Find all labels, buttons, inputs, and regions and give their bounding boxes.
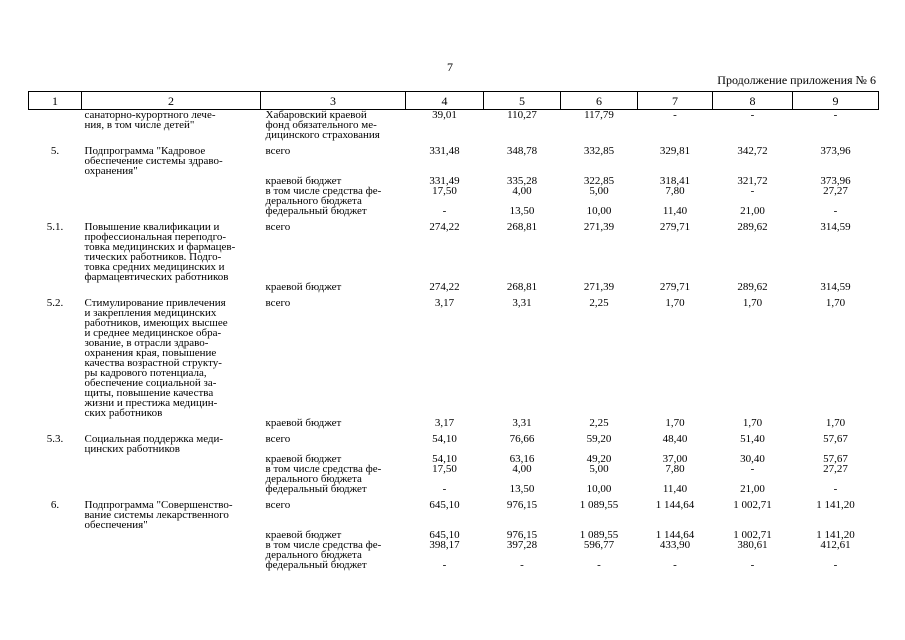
row-number bbox=[29, 464, 82, 484]
amount-cell: 27,27 bbox=[823, 463, 848, 475]
table-row bbox=[29, 418, 879, 428]
amount-cell: 7,80 bbox=[665, 185, 685, 197]
amount-cell: 1,70 bbox=[742, 297, 763, 309]
amount-cell: 1,70 bbox=[665, 417, 685, 429]
row-number: 5.1. bbox=[46, 221, 64, 233]
amount-cell: - bbox=[520, 559, 524, 571]
amount-cell: 27,27 bbox=[823, 185, 848, 197]
row-name: Повышение квалификации и профессиональная переподго- товка медицинских и фармацев- тических работников. Подго- товка средних медицинских и фармацевтических работников bbox=[84, 221, 236, 283]
amount-cell: 48,40 bbox=[662, 433, 688, 445]
amount-cell: 30,40 bbox=[740, 453, 765, 465]
amount-cell: 4,00 bbox=[512, 185, 532, 197]
amount-cell: 342,72 bbox=[737, 145, 768, 157]
amount-cell: - bbox=[442, 483, 447, 495]
amount-cell: - bbox=[673, 109, 677, 121]
amount-cell: 13,50 bbox=[509, 483, 535, 495]
row-number bbox=[29, 530, 82, 540]
amount-cell: 314,59 bbox=[820, 221, 851, 233]
amount-cell: - bbox=[833, 205, 838, 217]
header-cell: 6 bbox=[561, 92, 638, 110]
row-number bbox=[29, 176, 82, 186]
amount-cell: 2,25 bbox=[589, 297, 609, 309]
row-name: санаторно-курортного лече- ния, в том числе детей" bbox=[84, 109, 216, 131]
header-cell: 8 bbox=[713, 92, 793, 110]
amount-cell: 17,50 bbox=[432, 463, 457, 475]
row-name bbox=[82, 484, 261, 494]
amount-cell: 76,66 bbox=[509, 433, 535, 445]
row-name: Стимулирование привлечения и закрепления медицинских работников, имеющих высшее и среднее медицинское обра- зование, в отрасли здраво- охранения края, повышение качества возрастной структу- ры кадрового потенциала, обеспечение социальной за- щиты, повышение качества жизни и престижа медицин- ских работников bbox=[84, 297, 228, 419]
table-row bbox=[29, 140, 879, 176]
amount-cell: 3,17 bbox=[434, 417, 455, 429]
amount-cell: 976,15 bbox=[506, 529, 538, 541]
table-row bbox=[29, 110, 879, 141]
row-name bbox=[82, 418, 261, 428]
row-number: 5.2. bbox=[46, 297, 64, 309]
amount-cell: 49,20 bbox=[586, 453, 612, 465]
row-number: 6. bbox=[50, 499, 60, 511]
amount-cell: 596,77 bbox=[583, 539, 615, 551]
amount-cell: 322,85 bbox=[583, 175, 615, 187]
amount-cell: 398,17 bbox=[429, 539, 460, 551]
amount-cell: 373,96 bbox=[820, 145, 851, 157]
funding-source: федеральный бюджет bbox=[265, 205, 367, 217]
amount-cell: - bbox=[442, 205, 447, 217]
amount-cell: 331,49 bbox=[429, 175, 460, 187]
row-name bbox=[82, 282, 261, 292]
amount-cell: 110,27 bbox=[507, 109, 537, 121]
page-number: 7 bbox=[447, 60, 453, 74]
amount-cell: 397,28 bbox=[506, 539, 538, 551]
amount-cell: - bbox=[750, 559, 755, 571]
table-row bbox=[29, 484, 879, 494]
amount-cell: 271,39 bbox=[583, 281, 615, 293]
row-name bbox=[82, 530, 261, 540]
amount-cell: 1,70 bbox=[825, 297, 846, 309]
amount-cell: - bbox=[750, 185, 755, 197]
amount-cell: 268,81 bbox=[506, 221, 538, 233]
amount-cell: 63,16 bbox=[509, 453, 535, 465]
row-name bbox=[82, 560, 261, 570]
row-number bbox=[29, 540, 82, 560]
amount-cell: 5,00 bbox=[589, 185, 609, 197]
amount-cell: 1 144,64 bbox=[655, 529, 695, 541]
row-name bbox=[82, 186, 261, 206]
funding-source: краевой бюджет bbox=[265, 529, 342, 541]
header-cell: 4 bbox=[406, 92, 484, 110]
amount-cell: 373,96 bbox=[820, 175, 851, 187]
amount-cell: 335,28 bbox=[506, 175, 538, 187]
row-name: Социальная поддержка меди- цинских работников bbox=[84, 433, 224, 455]
amount-cell: 321,72 bbox=[737, 175, 768, 187]
amount-cell: - bbox=[833, 109, 838, 121]
table-row bbox=[29, 282, 879, 292]
amount-cell: 21,00 bbox=[740, 205, 765, 217]
funding-source: Хабаровский краевой фонд обязательного ме- дицинского страхования bbox=[265, 109, 380, 141]
header-row bbox=[29, 92, 879, 110]
amount-cell: 57,67 bbox=[823, 433, 848, 445]
row-number bbox=[29, 484, 82, 494]
amount-cell: - bbox=[673, 559, 677, 571]
table-row bbox=[29, 540, 879, 560]
row-number bbox=[29, 206, 82, 216]
amount-cell: 39,01 bbox=[432, 109, 457, 121]
amount-cell: 1,70 bbox=[665, 297, 685, 309]
funding-source: в том числе средства фе- дерального бюджета bbox=[265, 463, 382, 485]
funding-source: краевой бюджет bbox=[265, 453, 342, 465]
funding-source: всего bbox=[265, 433, 291, 445]
amount-cell: 289,62 bbox=[737, 221, 768, 233]
row-number: 5.3. bbox=[46, 433, 64, 445]
amount-cell: 57,67 bbox=[823, 453, 848, 465]
amount-cell: 21,00 bbox=[740, 483, 765, 495]
amount-cell: 13,50 bbox=[509, 205, 535, 217]
row-number bbox=[29, 560, 82, 570]
amount-cell: 4,00 bbox=[512, 463, 532, 475]
amount-cell: 1 002,71 bbox=[733, 499, 772, 511]
funding-source: всего bbox=[265, 297, 291, 309]
amount-cell: 54,10 bbox=[432, 453, 457, 465]
amount-cell: 318,41 bbox=[659, 175, 691, 187]
amount-cell: - bbox=[597, 559, 601, 571]
amount-cell: 645,10 bbox=[429, 529, 460, 541]
table-row bbox=[29, 494, 879, 530]
amount-cell: 314,59 bbox=[820, 281, 851, 293]
amount-cell: 3,31 bbox=[512, 417, 532, 429]
row-number bbox=[29, 110, 82, 141]
funding-source: в том числе средства фе- дерального бюджета bbox=[265, 185, 382, 207]
amount-cell: 271,39 bbox=[583, 221, 615, 233]
amount-cell: 279,71 bbox=[659, 221, 691, 233]
amount-cell: 117,79 bbox=[584, 109, 614, 121]
header-cell: 3 bbox=[261, 92, 406, 110]
amount-cell: 11,40 bbox=[662, 483, 688, 495]
amount-cell: 3,17 bbox=[434, 297, 455, 309]
row-name: Подпрограмма "Кадровое обеспечение системы здраво- охранения" bbox=[84, 145, 223, 177]
amount-cell: 1 141,20 bbox=[816, 499, 855, 511]
amount-cell: - bbox=[833, 483, 838, 495]
row-number: 5. bbox=[50, 145, 60, 157]
row-name bbox=[82, 464, 261, 484]
amount-cell: 331,48 bbox=[429, 145, 460, 157]
header-cell: 7 bbox=[638, 92, 713, 110]
funding-source: краевой бюджет bbox=[265, 175, 342, 187]
amount-cell: 976,15 bbox=[506, 499, 538, 511]
funding-source: в том числе средства фе- дерального бюджета bbox=[265, 539, 382, 561]
amount-cell: 645,10 bbox=[429, 499, 460, 511]
table-row bbox=[29, 464, 879, 484]
funding-source: всего bbox=[265, 145, 291, 157]
amount-cell: 10,00 bbox=[586, 205, 612, 217]
amount-cell: 54,10 bbox=[432, 433, 457, 445]
header-cell: 5 bbox=[484, 92, 561, 110]
row-number bbox=[29, 186, 82, 206]
row-name bbox=[82, 540, 261, 560]
row-name bbox=[82, 206, 261, 216]
amount-cell: 51,40 bbox=[740, 433, 765, 445]
amount-cell: 279,71 bbox=[659, 281, 691, 293]
header-cell: 1 bbox=[29, 92, 82, 110]
amount-cell: - bbox=[750, 109, 755, 121]
row-number bbox=[29, 282, 82, 292]
amount-cell: 433,90 bbox=[659, 539, 691, 551]
table-row bbox=[29, 216, 879, 282]
amount-cell: 1 144,64 bbox=[655, 499, 695, 511]
header-cell: 2 bbox=[82, 92, 261, 110]
amount-cell: 3,31 bbox=[512, 297, 532, 309]
amount-cell: 412,61 bbox=[820, 539, 851, 551]
funding-source: всего bbox=[265, 499, 291, 511]
amount-cell: 289,62 bbox=[737, 281, 768, 293]
amount-cell: 274,22 bbox=[429, 281, 460, 293]
funding-source: краевой бюджет bbox=[265, 281, 342, 293]
amount-cell: 1 089,55 bbox=[579, 499, 619, 511]
table-row bbox=[29, 206, 879, 216]
table-row bbox=[29, 560, 879, 570]
amount-cell: 59,20 bbox=[586, 433, 612, 445]
table-row bbox=[29, 292, 879, 418]
amount-cell: 10,00 bbox=[586, 483, 612, 495]
amount-cell: 1,70 bbox=[742, 417, 763, 429]
amount-cell: 2,25 bbox=[589, 417, 609, 429]
funding-source: краевой бюджет bbox=[265, 417, 342, 429]
amount-cell: - bbox=[833, 559, 838, 571]
row-name bbox=[82, 176, 261, 186]
amount-cell: 348,78 bbox=[506, 145, 538, 157]
amount-cell: 380,61 bbox=[737, 539, 768, 551]
amount-cell: - bbox=[442, 559, 447, 571]
amount-cell: 7,80 bbox=[665, 463, 685, 475]
budget-table bbox=[28, 91, 879, 570]
amount-cell: 329,81 bbox=[659, 145, 691, 157]
amount-cell: 5,00 bbox=[589, 463, 609, 475]
amount-cell: 274,22 bbox=[429, 221, 460, 233]
funding-source: всего bbox=[265, 221, 291, 233]
continuation-note: Продолжение приложения № 6 bbox=[717, 73, 876, 87]
funding-source: федеральный бюджет bbox=[265, 559, 367, 571]
amount-cell: 1 089,55 bbox=[579, 529, 619, 541]
table-row bbox=[29, 186, 879, 206]
funding-source: федеральный бюджет bbox=[265, 483, 367, 495]
amount-cell: 37,00 bbox=[662, 453, 688, 465]
amount-cell: 17,50 bbox=[432, 185, 457, 197]
row-name bbox=[82, 454, 261, 464]
row-name: Подпрограмма "Совершенство- вание системы лекарственного обеспечения" bbox=[84, 499, 233, 531]
amount-cell: 332,85 bbox=[583, 145, 615, 157]
amount-cell: 1,70 bbox=[825, 417, 846, 429]
row-number bbox=[29, 454, 82, 464]
amount-cell: 1 141,20 bbox=[816, 529, 855, 541]
amount-cell: 1 002,71 bbox=[733, 529, 772, 541]
amount-cell: 11,40 bbox=[662, 205, 688, 217]
table-row bbox=[29, 428, 879, 454]
header-cell: 9 bbox=[793, 92, 879, 110]
row-number bbox=[29, 418, 82, 428]
amount-cell: 268,81 bbox=[506, 281, 538, 293]
amount-cell: - bbox=[750, 463, 755, 475]
